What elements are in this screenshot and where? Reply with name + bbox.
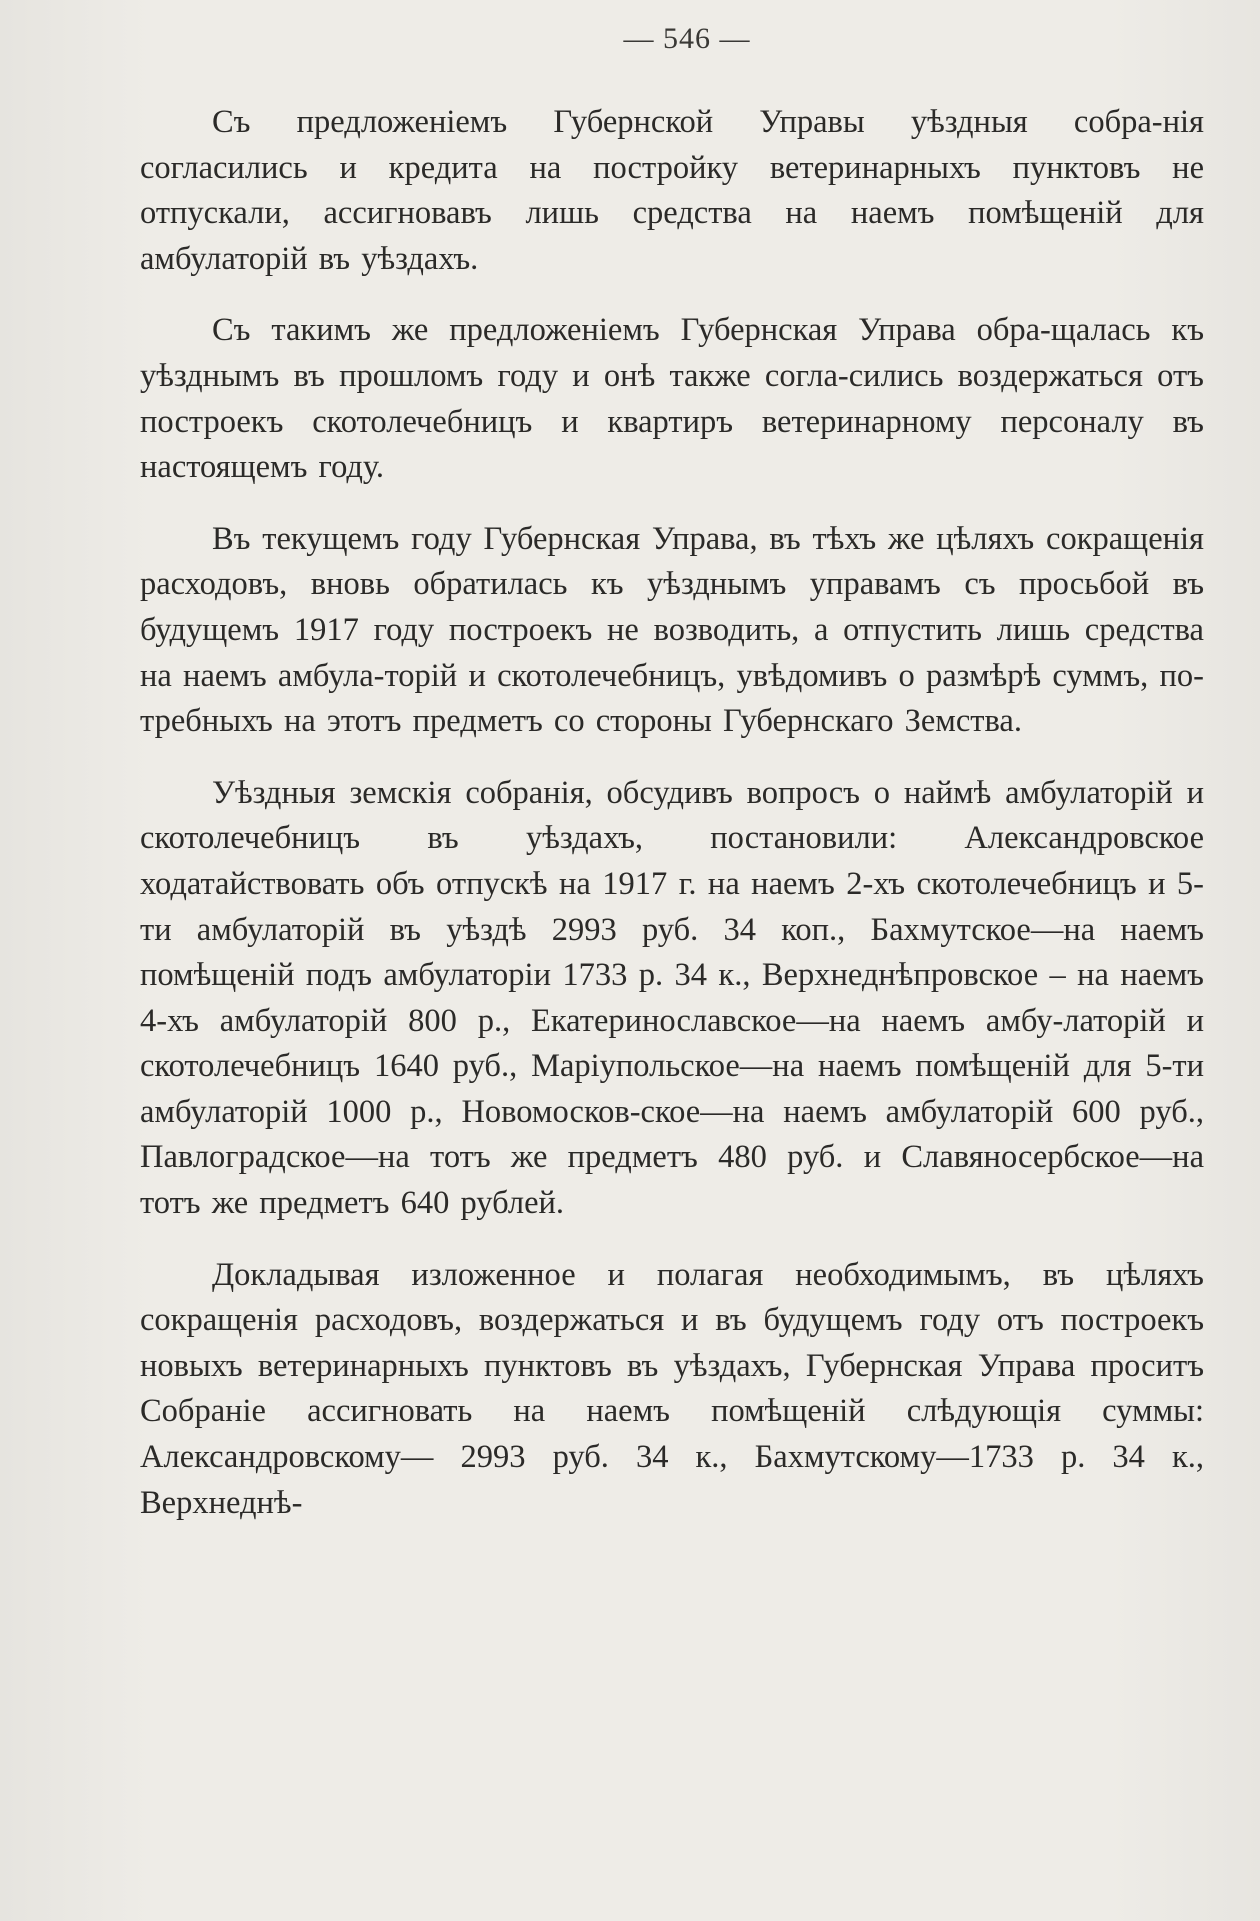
- paragraph: Съ такимъ же предложеніемъ Губернская Управа обра-щалась къ уѣзднымъ въ прошломъ году и онѣ также согла-сились воздержаться отъ построекъ скотолечебницъ и квартиръ ветеринарному персоналу въ настоящемъ году.: [140, 312, 1204, 486]
- body-text: [140, 100, 1204, 1526]
- paragraph: Съ предложеніемъ Губернской Управы уѣздныя собра-нія согласились и кредита на постройку ветеринарныхъ пунктовъ не отпускали, ассигновавъ лишь средства на наемъ помѣщеній для амбулаторій въ уѣздахъ.: [140, 104, 1204, 277]
- page-number: — 546 —: [623, 22, 751, 55]
- paragraph: Въ текущемъ году Губернская Управа, въ тѣхъ же цѣляхъ сокращенія расходовъ, вновь обратилась къ уѣзднымъ управамъ съ просьбой въ будущемъ 1917 году построекъ не возводить, а отпустить лишь средства на наемъ амбула-торій и скотолечебницъ, увѣдомивъ о размѣрѣ суммъ, по-требныхъ на этотъ предметъ со стороны Губернскаго Земства.: [140, 520, 1204, 740]
- paragraph: Докладывая изложенное и полагая необходимымъ, въ цѣляхъ сокращенія расходовъ, воздержаться и въ будущемъ году отъ построекъ новыхъ ветеринарныхъ пунктовъ въ уѣздахъ, Губернская Управа проситъ Собраніе ассигновать на наемъ помѣщеній слѣдующія суммы: Александровскому— 2993 руб. 34 к., Бахмутскому—1733 р. 34 к., Верхнеднѣ-: [140, 1256, 1204, 1521]
- paragraph: Уѣздныя земскія собранія, обсудивъ вопросъ о наймѣ амбулаторій и скотолечебницъ въ уѣздахъ, постановили: Александровское ходатайствовать объ отпускѣ на 1917 г. на наемъ 2-хъ скотолечебницъ и 5-ти амбулаторій въ уѣздѣ 2993 руб. 34 коп., Бахмутское—на наемъ помѣщеній подъ амбулаторіи 1733 р. 34 к., Верхнеднѣпровское – на наемъ 4-хъ амбулаторій 800 р., Екатеринославское—на наемъ амбу-латорій и скотолечебницъ 1640 руб., Маріупольское—на наемъ помѣщеній для 5-ти амбулаторій 1000 р., Новомосков-ское—на наемъ амбулаторій 600 руб., Павлоградское—на тотъ же предметъ 480 руб. и Славяносербское—на тотъ же предметъ 640 рублей.: [140, 774, 1204, 1222]
